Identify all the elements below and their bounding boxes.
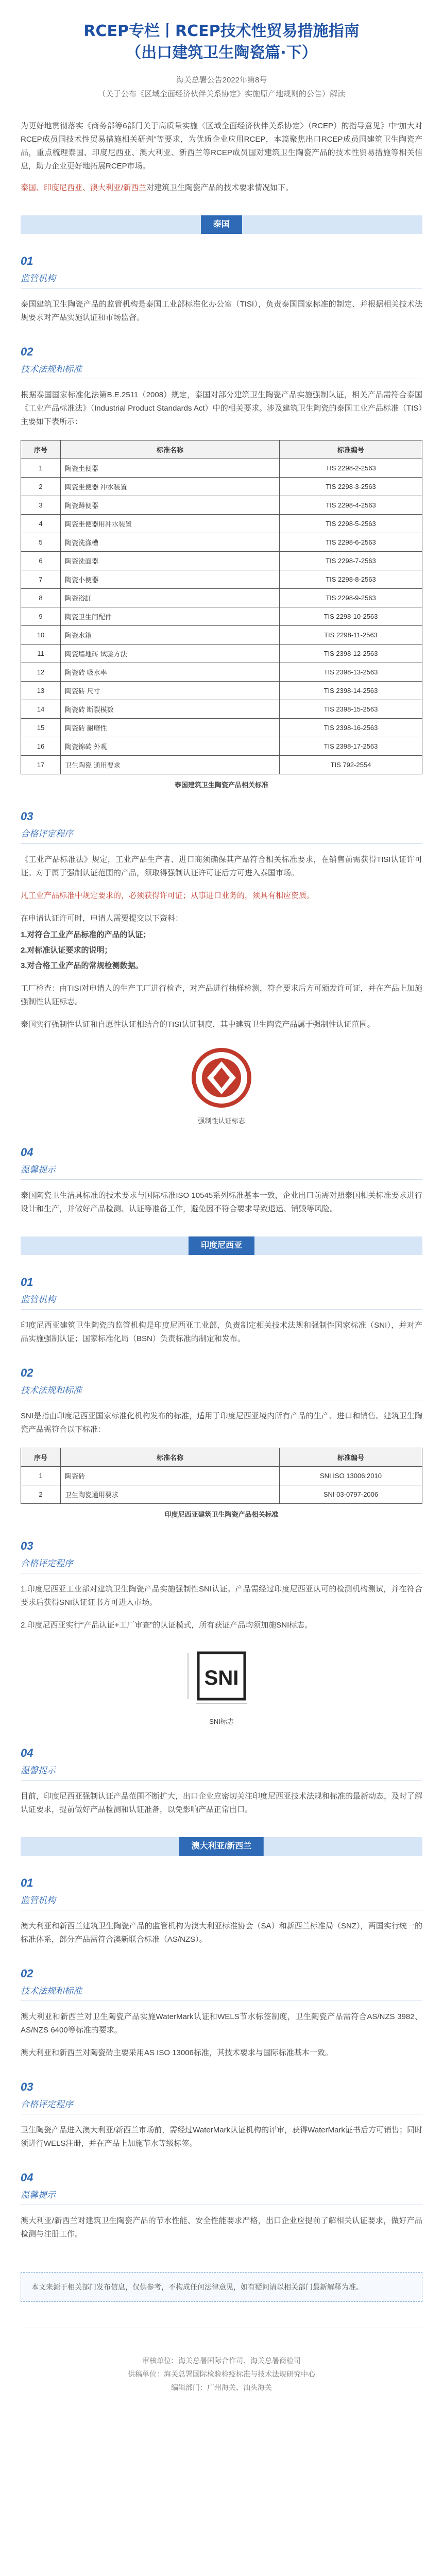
table-row: [21, 700, 422, 719]
table-cell-name: 陶瓷水箱: [61, 626, 280, 645]
section-text: 1.印度尼西亚工业部对建筑卫生陶瓷产品实施强制性SNI认证。产品需经过印度尼西亚认可的检测机构测试，并在符合要求后获得SNI认证证书方可进入市场。: [21, 1585, 422, 1607]
section-text: 目前，印度尼西亚强制认证产品范围不断扩大，出口企业应密切关注印度尼西亚技术法规和标准的最新动态，及时了解认证要求，提前做好产品检测和认证准备，以免影响产品正常出口。: [21, 1792, 423, 1814]
region-label: 澳大利亚/新西兰: [179, 1837, 264, 1856]
section-text: 根据泰国国家标准化法第B.E.2511（2008）规定，泰国对部分建筑卫生陶瓷产品实施强制认证，相关产品需符合泰国《工业产品标准法》（Industrial Product Standards Act）中的相关要求。涉及建筑卫生陶瓷的泰国工业产品标准（TIS）主要如下表所示：: [21, 391, 422, 426]
intro: [21, 120, 422, 195]
table-row: [21, 607, 422, 626]
section-tips: [21, 1146, 422, 1216]
section-regulator: [21, 255, 422, 325]
section-number: 04: [21, 1146, 33, 1159]
table-cell-name: 陶瓷砖 吸水率: [61, 663, 280, 682]
table-header: 标准名称: [61, 440, 280, 459]
table-row: [21, 756, 422, 774]
table-row: [21, 589, 422, 607]
section-number: 01: [21, 1276, 33, 1289]
section-divider: [21, 843, 422, 844]
article-header: [0, 0, 443, 104]
table-cell-no: 10: [21, 626, 61, 645]
table-row: [21, 1485, 422, 1504]
table-row: [21, 552, 422, 570]
table-row: [21, 496, 422, 515]
table-cell-code: TIS 2398-15-2563: [280, 700, 422, 719]
section-text: SNI是指由印度尼西亚国家标准化机构发布的标准，适用于印度尼西亚境内所有产品的生产、进口和销售。建筑卫生陶瓷产品需符合以下标准：: [21, 1412, 422, 1434]
section-regulations: [21, 1967, 422, 2060]
table-caption: 印度尼西亚建筑卫生陶瓷产品相关标准: [164, 1511, 279, 1518]
mark-label: 强制性认证标志: [198, 1117, 245, 1125]
table-cell-code: SNI 03-0797-2006: [280, 1485, 422, 1504]
table-cell-code: TIS 2398-14-2563: [280, 682, 422, 700]
footer-line: 编辑部门：广州海关、汕头海关: [171, 2383, 272, 2392]
table-cell-name: 陶瓷坐便器用冲水装置: [61, 515, 280, 533]
mark-label: SNI标志: [209, 1718, 234, 1725]
table-cell-code: TIS 2298-2-2563: [280, 459, 422, 478]
section-conformity: [21, 810, 422, 1125]
table-cell-name: 陶瓷锦砖 外观: [61, 737, 280, 756]
footer-line: 审核单位：海关总署国际合作司、海关总署商检司: [142, 2357, 301, 2365]
table-cell-name: 陶瓷卫生间配件: [61, 607, 280, 626]
region-label: 泰国: [201, 215, 242, 234]
footer: [21, 2354, 422, 2394]
table-cell-code: TIS 2398-16-2563: [280, 719, 422, 737]
footer-line: 供稿单位：海关总署国际检验检疫标准与技术法规研究中心: [128, 2370, 315, 2378]
section-conformity: [21, 2080, 422, 2150]
table-cell-code: TIS 2298-9-2563: [280, 589, 422, 607]
disclaimer-note: 本文来源于相关部门发布信息，仅供参考，不构成任何法律意见，如有疑问请以相关部门最新解释为准。: [21, 2272, 422, 2302]
intro-paragraph-2: [21, 181, 422, 195]
section-number: 03: [21, 1539, 33, 1552]
table-row: [21, 533, 422, 552]
section-regulations: [21, 1366, 422, 1519]
table-cell-code: TIS 2298-5-2563: [280, 515, 422, 533]
table-cell-name: 陶瓷砖 尺寸: [61, 682, 280, 700]
subtitle-line2: （关于公布《区域全面经济伙伴关系协定》实施原产地规则的公告）解读: [97, 90, 345, 98]
table-cell-code: TIS 2398-13-2563: [280, 663, 422, 682]
table-cell-name: 卫生陶瓷通用要求: [61, 1485, 280, 1504]
article-title: RCEP专栏丨RCEP技术性贸易措施指南 （出口建筑卫生陶瓷篇·下）: [83, 22, 360, 62]
table-header: 标准编号: [280, 440, 422, 459]
table-row: [21, 682, 422, 700]
section-text: 在申请认证许可时，申请人需要提交以下资料：: [21, 914, 183, 923]
table-row: [21, 459, 422, 478]
section-title: 合格评定程序: [21, 2099, 73, 2109]
region-banner-thailand: [21, 215, 422, 234]
table-cell-code: TIS 2298-7-2563: [280, 552, 422, 570]
table-cell-no: 14: [21, 700, 61, 719]
section-title: 技术法规和标准: [21, 1385, 82, 1395]
section-text: 澳大利亚和新西兰对陶瓷砖主要采用AS ISO 13006标准，其技术要求与国际标准基本一致。: [21, 2048, 333, 2057]
section-number: 01: [21, 255, 33, 267]
section-title: 技术法规和标准: [21, 364, 82, 374]
section-divider: [21, 1780, 422, 1781]
section-number: 02: [21, 1366, 33, 1379]
section-title: 温馨提示: [21, 1766, 56, 1775]
table-cell-name: 陶瓷坐便器 冲水装置: [61, 478, 280, 496]
region-banner-australia: [21, 1837, 422, 1856]
table-cell-no: 12: [21, 663, 61, 682]
section-title: 监管机构: [21, 274, 56, 283]
table-cell-no: 1: [21, 1467, 61, 1485]
table-row: [21, 737, 422, 756]
table-cell-name: 陶瓷浴缸: [61, 589, 280, 607]
section-conformity: [21, 1539, 422, 1726]
table-cell-no: 11: [21, 645, 61, 663]
section-number: 03: [21, 2080, 33, 2093]
sni-mark-text: SNI: [204, 1667, 239, 1689]
table-row: [21, 478, 422, 496]
table-cell-no: 9: [21, 607, 61, 626]
section-title: 温馨提示: [21, 2190, 56, 2200]
list-item: 2.对标准认证要求的说明；: [21, 946, 112, 955]
section-title: 监管机构: [21, 1895, 56, 1905]
table-cell-name: 陶瓷洗面器: [61, 552, 280, 570]
section-number: 02: [21, 345, 33, 358]
table-cell-code: TIS 2298-3-2563: [280, 478, 422, 496]
standards-table-thailand: [21, 440, 422, 774]
table-cell-name: 陶瓷洗涤槽: [61, 533, 280, 552]
table-cell-no: 5: [21, 533, 61, 552]
table-cell-no: 8: [21, 589, 61, 607]
section-title: 合格评定程序: [21, 829, 73, 839]
table-cell-name: 陶瓷砖 耐磨性: [61, 719, 280, 737]
intro-paragraph: 为更好地贯彻落实《商务部等6部门关于高质量实施〈区域全面经济伙伴关系协定〉（RCEP）的指导意见》中“加大对RCEP成员国技术性贸易措施相关研判”等要求，为优质企业应用RCEP，本篇聚焦出口RCEP成员国建筑卫生陶瓷产品，重点梳理泰国、印度尼西亚、澳大利亚、新西兰等RCEP成员国对建筑卫生陶瓷产品的技术性贸易措施等相关信息，助力企业更好地拓展RCEP市场。: [21, 122, 422, 171]
table-row: [21, 626, 422, 645]
table-caption: 泰国建筑卫生陶瓷产品相关标准: [174, 781, 268, 789]
section-tips: [21, 2171, 422, 2241]
tisi-mark: [21, 1047, 422, 1125]
intro-suffix: 对建筑卫生陶瓷产品的技术要求情况如下。: [146, 183, 294, 192]
section-divider: [21, 288, 422, 289]
table-cell-code: TIS 2298-6-2563: [280, 533, 422, 552]
table-cell-code: TIS 792-2554: [280, 756, 422, 774]
standards-table-indonesia: [21, 1448, 422, 1504]
section-text: 2.印度尼西亚实行“产品认证+工厂审查”的认证模式，所有获证产品均须加施SNI标志。: [21, 1621, 313, 1630]
table-row: [21, 1467, 422, 1485]
table-cell-name: 陶瓷砖 断裂模数: [61, 700, 280, 719]
section-text: 泰国实行强制性认证和自愿性认证相结合的TISI认证制度，其中建筑卫生陶瓷产品属于强制性认证范围。: [21, 1020, 375, 1029]
section-regulations: [21, 345, 422, 789]
table-header: 标准编号: [280, 1448, 422, 1467]
sni-mark: [21, 1648, 422, 1726]
section-divider: [21, 1309, 422, 1310]
table-cell-no: 16: [21, 737, 61, 756]
section-title: 温馨提示: [21, 1165, 56, 1175]
section-text: 工厂检查：由TISI对申请人的生产工厂进行检查，对产品进行抽样检测，符合要求后方可颁发许可证，并在产品上加施强制性认证标志。: [21, 984, 422, 1006]
section-regulator: [21, 1276, 422, 1346]
region-banner-indonesia: [21, 1236, 422, 1255]
table-cell-name: 陶瓷墙地砖 试验方法: [61, 645, 280, 663]
section-number: 01: [21, 1876, 33, 1889]
section-text: 印度尼西亚建筑卫生陶瓷的监管机构是印度尼西亚工业部，负责制定相关技术法规和强制性国家标准（SNI），并对产品实施强制认证；国家标准化局（BSN）负责标准的制定和发布。: [21, 1321, 422, 1343]
table-cell-name: 陶瓷蹲便器: [61, 496, 280, 515]
table-cell-no: 2: [21, 1485, 61, 1504]
table-cell-no: 4: [21, 515, 61, 533]
list-item: 1.对符合工业产品标准的产品的认证；: [21, 930, 151, 939]
table-cell-code: SNI ISO 13006:2010: [280, 1467, 422, 1485]
section-text: 澳大利亚和新西兰对卫生陶瓷产品实施WaterMark认证和WELS节水标签制度，卫生陶瓷产品需符合AS/NZS 3982、AS/NZS 6400等标准的要求。: [21, 2012, 422, 2035]
section-number: 04: [21, 1747, 33, 1759]
section-title: 技术法规和标准: [21, 1986, 82, 1996]
table-cell-no: 7: [21, 570, 61, 589]
table-row: [21, 663, 422, 682]
section-number: 04: [21, 2171, 33, 2184]
section-text: 泰国建筑卫生陶瓷产品的监管机构是泰国工业部标准化办公室（TISI），负责泰国国家标准的制定、并根据相关技术法规要求对产品实施认证和市场监督。: [21, 300, 422, 322]
table-cell-no: 13: [21, 682, 61, 700]
section-text: 卫生陶瓷产品进入澳大利亚/新西兰市场前，需经过WaterMark认证机构的评审，获得WaterMark证书后方可销售；同时须进行WELS注册，并在产品上加施节水等级标签。: [21, 2126, 422, 2148]
section-text: 澳大利亚/新西兰对建筑卫生陶瓷产品的节水性能、安全性能要求严格，出口企业应提前了解相关认证要求，做好产品检测与注册工作。: [21, 2216, 422, 2239]
section-text: 澳大利亚和新西兰建筑卫生陶瓷产品的监管机构为澳大利亚标准协会（SA）和新西兰标准局（SNZ），两国实行统一的标准体系，部分产品需符合澳新联合标准（AS/NZS）。: [21, 1922, 422, 1944]
table-row: [21, 645, 422, 663]
list-item: 3.对合格工业产品的常规检测数据。: [21, 961, 143, 970]
subtitle-line1: 海关总署公告2022年第8号: [176, 76, 267, 84]
table-cell-code: TIS 2298-8-2563: [280, 570, 422, 589]
region-label: 印度尼西亚: [189, 1236, 254, 1255]
table-header: 序号: [21, 440, 61, 459]
table-row: [21, 719, 422, 737]
intro-highlight: 泰国、印度尼西亚、澳大利亚/新西兰: [21, 183, 147, 192]
table-cell-no: 3: [21, 496, 61, 515]
table-cell-name: 陶瓷砖: [61, 1467, 280, 1485]
table-cell-no: 17: [21, 756, 61, 774]
section-title: 合格评定程序: [21, 1558, 73, 1568]
table-cell-code: TIS 2398-12-2563: [280, 645, 422, 663]
table-cell-code: TIS 2298-10-2563: [280, 607, 422, 626]
table-cell-no: 2: [21, 478, 61, 496]
table-cell-name: 陶瓷坐便器: [61, 459, 280, 478]
table-cell-no: 1: [21, 459, 61, 478]
section-number: 02: [21, 1967, 33, 1980]
section-text: 《工业产品标准法》规定，工业产品生产者、进口商须确保其产品符合相关标准要求，在销售前需获得TISI认证许可证。对于属于强制认证范围的产品，须取得强制认证许可证后方可进入泰国市场。: [21, 855, 422, 877]
section-regulator: [21, 1876, 422, 1946]
table-cell-no: 15: [21, 719, 61, 737]
section-number: 03: [21, 810, 33, 823]
section-text-highlight: 凡工业产品标准中规定要求的，必须获得许可证；从事进口业务的，须具有相应资质。: [21, 891, 315, 900]
table-cell-code: TIS 2398-17-2563: [280, 737, 422, 756]
section-divider: [21, 1179, 422, 1180]
table-row: [21, 570, 422, 589]
table-cell-name: 卫生陶瓷 通用要求: [61, 756, 280, 774]
sni-mark-icon: [183, 1648, 260, 1709]
section-text: 泰国陶瓷卫生洁具标准的技术要求与国际标准ISO 10545系列标准基本一致，企业出口前需对照泰国相关标准要求进行设计和生产，并做好产品检测、认证等准备工作，避免因不符合要求导致退运、销毁等风险。: [21, 1191, 422, 1213]
section-tips: [21, 1747, 422, 1817]
table-header: 序号: [21, 1448, 61, 1467]
table-cell-code: TIS 2298-11-2563: [280, 626, 422, 645]
section-title: 监管机构: [21, 1295, 56, 1304]
table-cell-name: 陶瓷小便器: [61, 570, 280, 589]
table-cell-no: 6: [21, 552, 61, 570]
table-row: [21, 515, 422, 533]
tisi-mark-icon: [191, 1047, 252, 1109]
table-header: 标准名称: [61, 1448, 280, 1467]
table-cell-code: TIS 2298-4-2563: [280, 496, 422, 515]
